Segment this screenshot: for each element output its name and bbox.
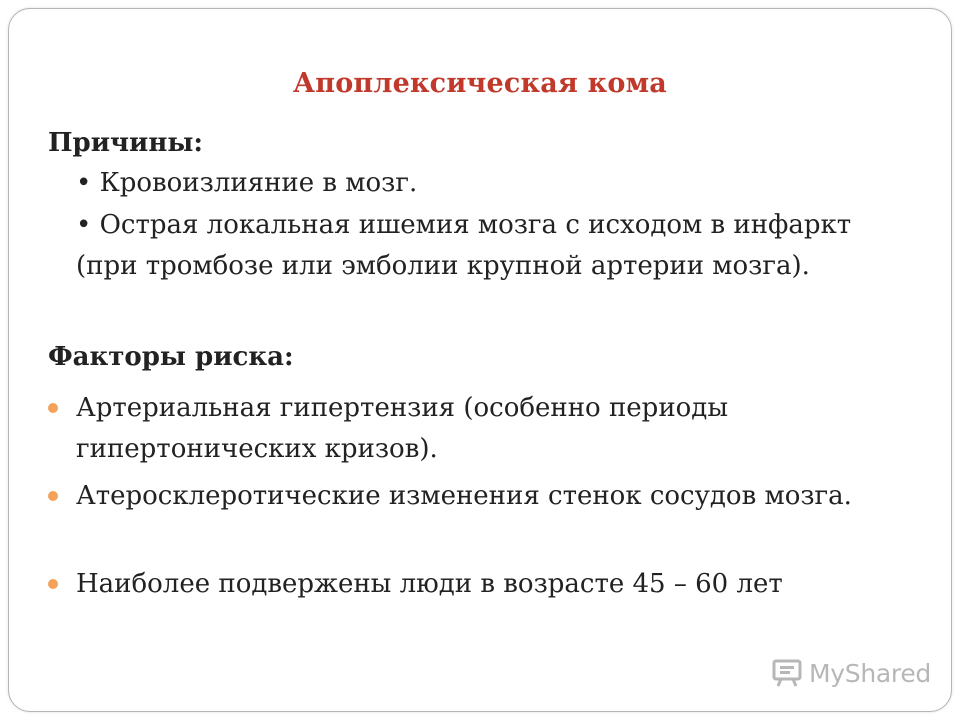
slide-title: Апоплексическая кома xyxy=(293,68,667,99)
causes-item-1: • Кровоизлияние в мозг. xyxy=(76,168,418,198)
watermark-text: MyShared xyxy=(809,658,931,688)
bullet-icon xyxy=(48,579,58,589)
bullet-icon xyxy=(48,403,58,413)
risk-item-3: Наиболее подвержены люди в возрасте 45 – 60 лет xyxy=(76,569,783,599)
watermark xyxy=(772,656,931,690)
causes-heading: Причины: xyxy=(48,128,204,158)
myshared-logo-icon xyxy=(772,658,804,688)
causes-item-2: • Острая локальная ишемия мозга с исходом в инфаркт (при тромбозе или эмболии крупной артерии мозга). xyxy=(76,210,852,281)
bullet-icon xyxy=(48,491,58,501)
risk-item-2: Атеросклеротические изменения стенок сосудов мозга. xyxy=(76,481,852,511)
risk-item-1: Артериальная гипертензия (особенно периоды гипертонических кризов). xyxy=(76,393,729,464)
risk-factors-heading: Факторы риска: xyxy=(48,342,294,372)
